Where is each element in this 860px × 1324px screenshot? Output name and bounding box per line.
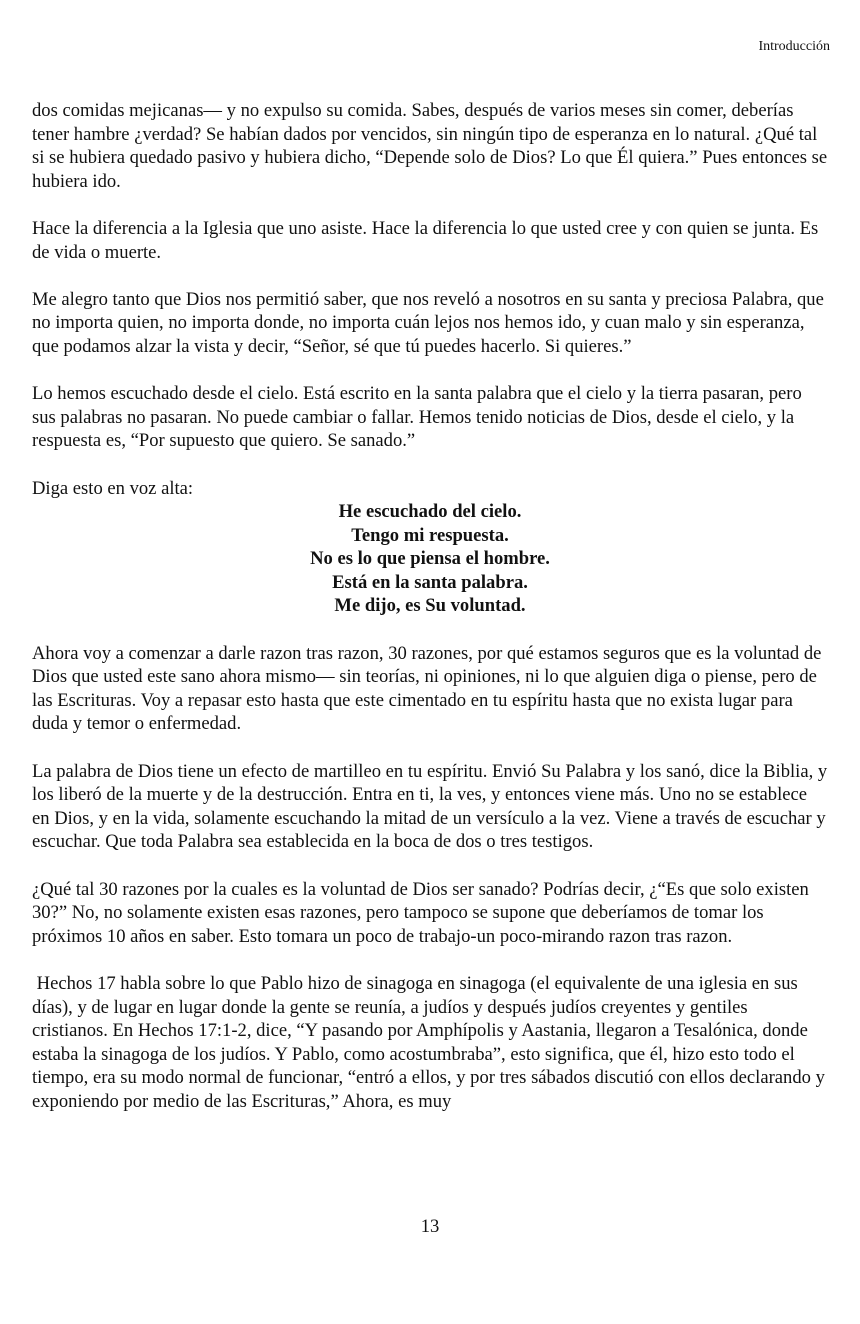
declaration-line: Me dijo, es Su voluntad. [334,595,526,617]
paragraph: Diga esto en voz alta: [32,477,194,499]
declaration-line: Tengo mi respuesta. [351,524,509,546]
paragraph: Ahora voy a comenzar a darle razon tras razon, 30 razones, por qué estamos seguros que es la voluntad de Dios que usted este sano ahora mismo— sin teorías, ni opiniones, ni lo que alguien diga o piense, pero de las Escrituras. Voy a repasar esto hasta que este cimentado en tu espíritu hasta que no exista lugar para duda y temor o enfermedad. [32,642,822,735]
declaration-line: No es lo que piensa el hombre. [310,548,550,570]
paragraph: dos comidas mejicanas— y no expulso su comida. Sabes, después de varios meses sin comer, deberías tener hambre ¿verdad? Se habían dados por vencidos, sin ningún tipo de esperanza en lo natural. ¿Qué tal si se hubiera quedado pasivo y hubiera dicho, “Depende solo de Dios? Lo que Él quiera.” Pues entonces se hubiera ido. [32,100,828,192]
paragraph: Lo hemos escuchado desde el cielo. Está escrito en la santa palabra que el cielo y la tierra pasaran, pero sus palabras no pasaran. No puede cambiar o fallar. Hemos tenido noticias de Dios, desde el cielo, y la respuesta es, “Por supuesto que quiero. Se sanado.” [32,383,802,452]
page-number: 13 [420,1216,440,1237]
paragraph: La palabra de Dios tiene un efecto de martilleo en tu espíritu. Envió Su Palabra y los sanó, dice la Biblia, y los liberó de la muerte y de la destrucción. Entra en ti, la ves, y entonces viene más. Uno no se establece en Dios, y en la vida, solamente escuchando la mitad de un versículo a la vez. Viene a través de escuchar y escuchar. Que toda Palabra sea establecida en la boca de dos o tres testigos. [32,760,828,853]
declaration-line: Está en la santa palabra. [332,571,528,593]
paragraph: ¿Qué tal 30 razones por la cuales es la voluntad de Dios ser sanado? Podrías decir, ¿“Es que solo existen 30?” No, no solamente existen esas razones, pero tampoco se supone que deberíamos de tomar los próximos 10 años en saber. Esto tomara un poco de trabajo-un poco-mirando razon tras razon. [32,878,809,947]
paragraph: Hechos 17 habla sobre lo que Pablo hizo de sinagoga en sinagoga (el equivalente de una iglesia en sus días), y de lugar en lugar donde la gente se reunía, a judíos y después judíos creyentes y gentiles cristianos. En Hechos 17:1-2, dice, “Y pasando por Amphípolis y Aastania, llegaron a Tesalónica, donde estaba la sinagoga de los judíos. Y Pablo, como acostumbraba”, esto significa, que él, hizo esto todo el tiempo, era su modo normal de funcionar, “entró a ellos, y por tres sábados discutió con ellos declarando y exponiendo por medio de las Escrituras,” Ahora, es muy [32,972,830,1112]
paragraph: Hace la diferencia a la Iglesia que uno asiste. Hace la diferencia lo que usted cree y con quien se junta. Es de vida o muerte. [32,217,819,263]
declaration-line: He escuchado del cielo. [338,501,522,523]
declaration-block [32,500,828,618]
page-body [32,99,828,1137]
running-header: Introducción [758,39,830,54]
paragraph: Me alegro tanto que Dios nos permitió saber, que nos reveló a nosotros en su santa y preciosa Palabra, que no importa quien, no importa donde, no importa cuán lejos nos hemos ido, y cuan malo y sin esperanza, que podamos alzar la vista y decir, “Señor, sé que tú puedes hacerlo. Si quieres.” [32,288,824,357]
